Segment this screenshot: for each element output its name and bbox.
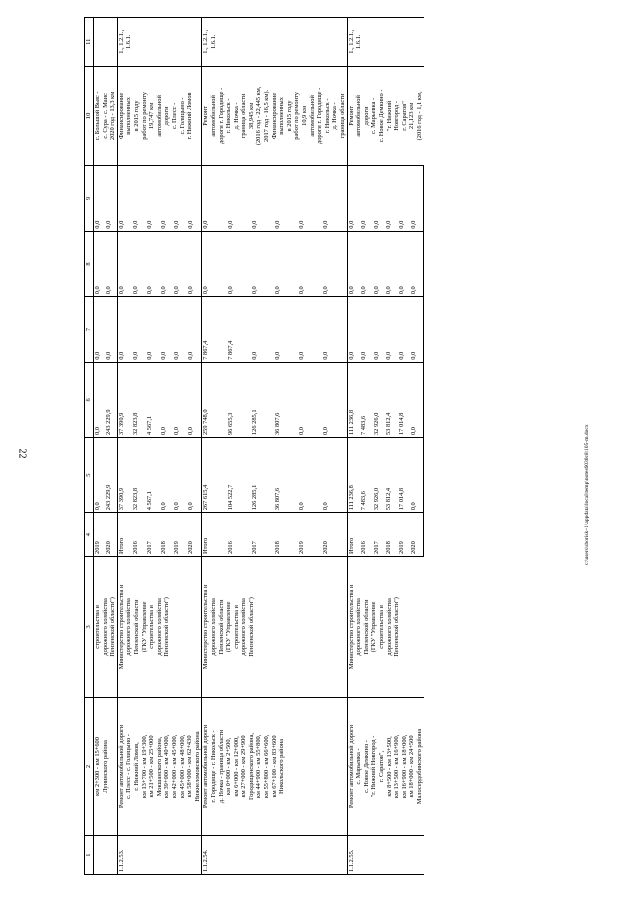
value-cell-other: 0,0 <box>132 166 146 232</box>
value-cell-regional: 111 236,8 <box>347 362 360 437</box>
value-cell-municipal: 0,0 <box>105 231 117 297</box>
value-cell-municipal: 0,0 <box>117 231 132 297</box>
value-cell-year: 2016 <box>227 513 251 557</box>
value-cell-federal: 0,0 <box>187 297 202 363</box>
table-body <box>85 18 424 875</box>
value-cell-total: 36 807,6 <box>274 438 298 513</box>
header-cell: 8 <box>85 231 94 297</box>
value-cell-year: 2020 <box>322 513 347 557</box>
header-cell: 6 <box>85 362 94 437</box>
indicator-ref-cell: 1., 1.2.1., 1.6.1. <box>117 18 202 67</box>
header-cell: 10 <box>85 66 94 166</box>
value-cell-municipal: 0,0 <box>385 231 397 297</box>
value-cell-regional: 17 014,8 <box>398 362 410 437</box>
value-cell-other: 0,0 <box>360 166 372 232</box>
value-cell-total: 7 483,6 <box>360 438 372 513</box>
value-cell-total: 0,0 <box>173 438 187 513</box>
executor-cell: Министерство строительства и дорожного хозяйства Пензенской области (ГКУ "Управление строительства и дорожного хозяйства Пензенской области") <box>347 556 423 697</box>
value-cell-year: 2019 <box>398 513 410 557</box>
value-cell-municipal: 0,0 <box>410 231 423 297</box>
table-row <box>347 18 360 875</box>
value-cell-year: 2016 <box>360 513 372 557</box>
value-cell-other: 0,0 <box>274 166 298 232</box>
value-cell-total: 111 236,8 <box>347 438 360 513</box>
value-cell-other: 0,0 <box>298 166 322 232</box>
value-cell-municipal: 0,0 <box>146 231 160 297</box>
value-cell-total: 104 522,7 <box>227 438 251 513</box>
header-cell: 11 <box>85 18 94 67</box>
indicator-ref-cell: 1., 1.2.1., 1.6.1. <box>347 18 423 67</box>
item-code-cell: 1.1.2.53. <box>117 836 202 875</box>
value-cell-federal: 0,0 <box>251 297 275 363</box>
value-cell-federal: 0,0 <box>322 297 347 363</box>
value-cell-regional: 0,0 <box>173 362 187 437</box>
value-cell-total: 0,0 <box>160 438 174 513</box>
value-cell-year: 2020 <box>187 513 202 557</box>
value-cell-total: 32 823,8 <box>132 438 146 513</box>
value-cell-regional: 32 823,8 <box>132 362 146 437</box>
value-cell-total: 4 567,1 <box>146 438 160 513</box>
value-cell-regional: 53 812,4 <box>385 362 397 437</box>
value-cell-federal: 0,0 <box>173 297 187 363</box>
header-cell: 2 <box>85 697 94 835</box>
value-cell-total: 0,0 <box>94 438 106 513</box>
value-cell-total: 53 812,4 <box>385 438 397 513</box>
value-cell-municipal: 0,0 <box>187 231 202 297</box>
value-cell-other: 0,0 <box>251 166 275 232</box>
value-cell-regional: 37 390,9 <box>117 362 132 437</box>
value-cell-year: 2020 <box>105 513 117 557</box>
value-cell-other: 0,0 <box>94 166 106 232</box>
object-description-cell: Ремонт автомобильной дороги г. Городище - г. Никольск - д. Ночка - граница области км 0+000 - км 2+500, км 6+000 - км 12+000, км 27+000 - км 29+900 Городищенского района, км 44+900 - км 55+800, км 55+800 - км 66+600, км 67+100 - км 83+600 Никольского района <box>202 697 347 835</box>
value-cell-total: 0,0 <box>322 438 347 513</box>
value-cell-year: 2018 <box>385 513 397 557</box>
value-cell-other: 0,0 <box>227 166 251 232</box>
value-cell-other: 0,0 <box>117 166 132 232</box>
header-cell: 4 <box>85 513 94 557</box>
value-cell-municipal: 0,0 <box>173 231 187 297</box>
value-cell-regional: 243 229,9 <box>105 362 117 437</box>
value-cell-year: Итого <box>347 513 360 557</box>
value-cell-total: 32 926,0 <box>373 438 385 513</box>
value-cell-year: 2017 <box>146 513 160 557</box>
value-cell-federal: 0,0 <box>146 297 160 363</box>
value-cell-year: 2019 <box>298 513 322 557</box>
value-cell-other: 0,0 <box>105 166 117 232</box>
value-cell-federal: 0,0 <box>410 297 423 363</box>
page-number: 22 <box>16 448 28 459</box>
value-cell-municipal: 0,0 <box>160 231 174 297</box>
value-cell-total: 37 390,9 <box>117 438 132 513</box>
header-cell: 5 <box>85 438 94 513</box>
indicator-ref-cell: 1., 1.2.1., 1.6.1. <box>202 18 347 67</box>
item-code-cell <box>94 836 118 875</box>
value-cell-regional: 0,0 <box>187 362 202 437</box>
value-cell-regional: 36 807,6 <box>274 362 298 437</box>
value-cell-other: 0,0 <box>385 166 397 232</box>
value-cell-regional: 7 483,6 <box>360 362 372 437</box>
indicator-ref-cell <box>94 18 118 67</box>
value-cell-regional: 32 926,0 <box>373 362 385 437</box>
value-cell-municipal: 0,0 <box>132 231 146 297</box>
value-cell-federal: 7 867,4 <box>227 297 251 363</box>
result-note-cell: с. Большой Вьяс - с. Сура - с. Маис 2020 год - 13,3 км <box>94 66 118 166</box>
header-cell: 7 <box>85 297 94 363</box>
item-code-cell: 1.1.2.54. <box>202 836 347 875</box>
value-cell-regional: 4 567,1 <box>146 362 160 437</box>
result-note-cell: Ремонт автомобильной дороги г. Городище - г. Никольск - д. Ночка - граница области 38,945 км (2016 год - 22,445 км, 2017 год - 16,5 км). Финансирование выполненных в 2015 году работ по ремонту 10,9 км автомобильной дороги г. Городище - г. Никольск - д. Ночка - граница области <box>202 66 347 166</box>
value-cell-regional: 0,0 <box>94 362 106 437</box>
executor-cell: строительства и дорожного хозяйства Пензенской области") <box>94 556 118 697</box>
header-row <box>85 18 94 875</box>
value-cell-municipal: 0,0 <box>298 231 322 297</box>
value-cell-year: 2019 <box>173 513 187 557</box>
rotated-table-container <box>84 17 594 875</box>
value-cell-municipal: 0,0 <box>373 231 385 297</box>
value-cell-municipal: 0,0 <box>398 231 410 297</box>
value-cell-municipal: 0,0 <box>360 231 372 297</box>
value-cell-municipal: 0,0 <box>227 231 251 297</box>
value-cell-municipal: 0,0 <box>251 231 275 297</box>
program-table <box>84 17 424 875</box>
value-cell-federal: 0,0 <box>94 297 106 363</box>
value-cell-federal: 0,0 <box>160 297 174 363</box>
object-description-cell: км 2+300 - км 15+600 Лунинского района <box>94 697 118 835</box>
value-cell-federal: 0,0 <box>360 297 372 363</box>
value-cell-federal: 7 867,4 <box>202 297 227 363</box>
value-cell-regional: 126 285,1 <box>251 362 275 437</box>
value-cell-regional: 0,0 <box>322 362 347 437</box>
value-cell-total: 17 014,8 <box>398 438 410 513</box>
value-cell-year: 2017 <box>251 513 275 557</box>
object-description-cell: Ремонт автомобильной дороги с. Плесс - с. Голицыно - г. Нижний Ломов, км 13+700 - км 19+300, км 21+500 - км 25+000 Мокшанского района, км 39+000 - км 40+000, км 42+000 - км 45+000, км 45+000 - км 48+000, км 58+000 - км 62+430 Нижнеломовского района <box>117 697 202 835</box>
value-cell-federal: 0,0 <box>373 297 385 363</box>
value-cell-municipal: 0,0 <box>322 231 347 297</box>
value-cell-total: 267 615,4 <box>202 438 227 513</box>
value-cell-year: 2020 <box>410 513 423 557</box>
value-cell-total: 0,0 <box>298 438 322 513</box>
value-cell-year: 2018 <box>274 513 298 557</box>
value-cell-federal: 0,0 <box>347 297 360 363</box>
object-description-cell: Ремонт автомобильной дороги с. Марьевка - с. Новое Демкино - "г. Нижний Новгород - г. Саратов", км 8+500 - км 13+500, км 13+500 - км 16+900, км 16+900 - км 18+000, км 18+000 - км 24+500 Малосердобинского района <box>347 697 423 835</box>
value-cell-regional: 0,0 <box>160 362 174 437</box>
value-cell-federal: 0,0 <box>398 297 410 363</box>
value-cell-municipal: 0,0 <box>202 231 227 297</box>
value-cell-year: Итого <box>117 513 132 557</box>
result-note-cell: Ремонт автомобильной дороги с. Марьевка - с. Новое Демкино - "г. Нижний Новгород - г. Саратов" 21,123 км (2016 год - 1,1 км, <box>347 66 423 166</box>
header-cell: 3 <box>85 556 94 697</box>
value-cell-federal: 0,0 <box>105 297 117 363</box>
value-cell-municipal: 0,0 <box>94 231 106 297</box>
value-cell-municipal: 0,0 <box>347 231 360 297</box>
value-cell-year: Итого <box>202 513 227 557</box>
value-cell-other: 0,0 <box>373 166 385 232</box>
executor-cell: Министерство строительства и дорожного хозяйства Пензенской области (ГКУ "Управление строительства и дорожного хозяйства Пензенской области") <box>117 556 202 697</box>
value-cell-other: 0,0 <box>202 166 227 232</box>
header-cell: 1 <box>85 836 94 875</box>
value-cell-regional: 96 655,3 <box>227 362 251 437</box>
value-cell-total: 0,0 <box>410 438 423 513</box>
item-code-cell: 1.1.2.55. <box>347 836 423 875</box>
value-cell-year: 2016 <box>132 513 146 557</box>
value-cell-year: 2019 <box>94 513 106 557</box>
value-cell-regional: 0,0 <box>410 362 423 437</box>
value-cell-year: 2017 <box>373 513 385 557</box>
header-cell: 9 <box>85 166 94 232</box>
value-cell-total: 126 285,1 <box>251 438 275 513</box>
document-path: c:\users\sborisk~1\appdata\local\temp\notes6030c8\105-m.docx <box>584 424 590 565</box>
value-cell-other: 0,0 <box>160 166 174 232</box>
value-cell-federal: 0,0 <box>117 297 132 363</box>
value-cell-total: 0,0 <box>187 438 202 513</box>
value-cell-regional: 259 748,0 <box>202 362 227 437</box>
executor-cell: Министерство строительства и дорожного хозяйства Пензенской области (ГКУ "Управление строительства и дорожного хозяйства Пензенской области") <box>202 556 347 697</box>
value-cell-other: 0,0 <box>322 166 347 232</box>
value-cell-other: 0,0 <box>173 166 187 232</box>
value-cell-other: 0,0 <box>398 166 410 232</box>
value-cell-other: 0,0 <box>146 166 160 232</box>
value-cell-other: 0,0 <box>410 166 423 232</box>
value-cell-other: 0,0 <box>187 166 202 232</box>
value-cell-total: 243 229,9 <box>105 438 117 513</box>
result-note-cell: Финансирование выполненных в 2015 году работ по ремонту 19,747 км автомобильной дороги с. Плесс - с. Голицыно - г. Нижний Ломов <box>117 66 202 166</box>
value-cell-municipal: 0,0 <box>274 231 298 297</box>
table-row <box>202 18 227 875</box>
table-row <box>94 18 106 875</box>
value-cell-federal: 0,0 <box>385 297 397 363</box>
value-cell-year: 2018 <box>160 513 174 557</box>
table-row <box>117 18 132 875</box>
value-cell-regional: 0,0 <box>298 362 322 437</box>
value-cell-other: 0,0 <box>347 166 360 232</box>
value-cell-federal: 0,0 <box>132 297 146 363</box>
value-cell-federal: 0,0 <box>298 297 322 363</box>
value-cell-federal: 0,0 <box>274 297 298 363</box>
